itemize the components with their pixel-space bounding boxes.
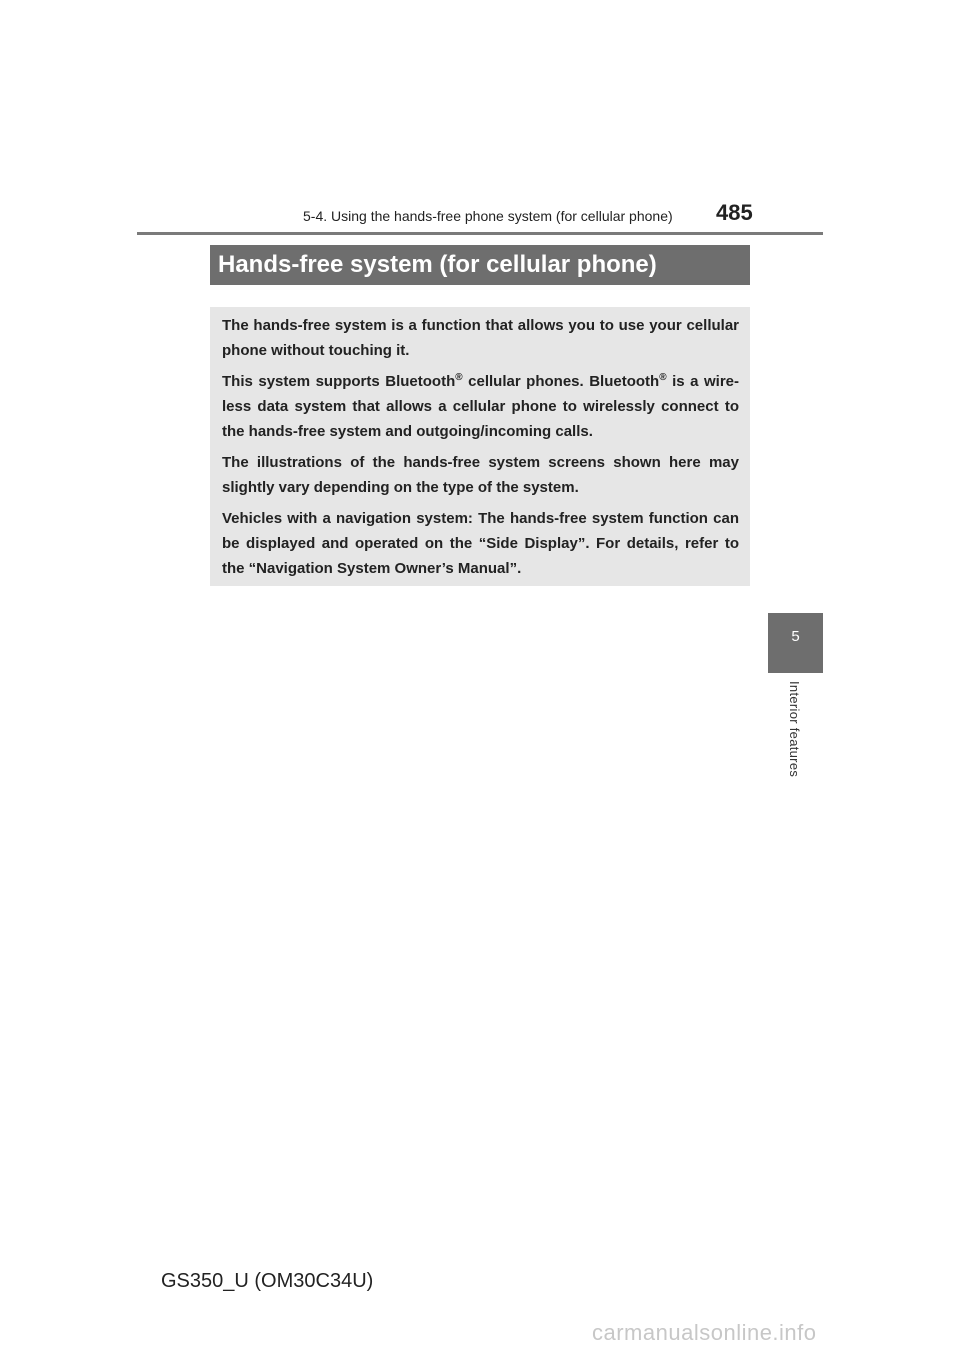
chapter-label: Interior features xyxy=(787,681,802,778)
intro-paragraph-3: The illustrations of the hands-free system screens shown here may slightly vary depending on the type of the system. xyxy=(222,454,739,496)
intro-paragraph-4: Vehicles with a navigation system: The hands-free system function can be displayed and operated on the “Side Display”. For details, refer to the “Navigation System Owner’s Manual”. xyxy=(222,510,739,577)
page-number: 485 xyxy=(716,200,753,225)
intro-paragraph-1: The hands-free system is a function that allows you to use your cellular phone without touching it. xyxy=(222,317,739,359)
intro-paragraph-2 xyxy=(222,369,739,444)
section-title-banner: Hands-free system (for cellular phone) xyxy=(210,245,750,285)
header-divider xyxy=(137,232,823,235)
chapter-tab: 5 xyxy=(768,613,823,673)
watermark: carmanualsonline.info xyxy=(592,1320,817,1345)
intro-box xyxy=(210,307,750,586)
document-id: GS350_U (OM30C34U) xyxy=(161,1270,374,1292)
intro-p2-part-b: cellular phones. Bluetooth xyxy=(462,373,660,390)
header-section-title: 5-4. Using the hands-free phone system (for cellular phone) xyxy=(303,208,673,224)
registered-mark: ® xyxy=(659,372,667,383)
registered-mark: ® xyxy=(455,372,463,383)
intro-p2-part-c: is a wire- less data system that allows a cellular phone to wirelessly connect to the hands-free system and outgoing/incoming calls. xyxy=(222,373,739,440)
intro-p2-part-a: This system supports Bluetooth xyxy=(222,373,456,390)
